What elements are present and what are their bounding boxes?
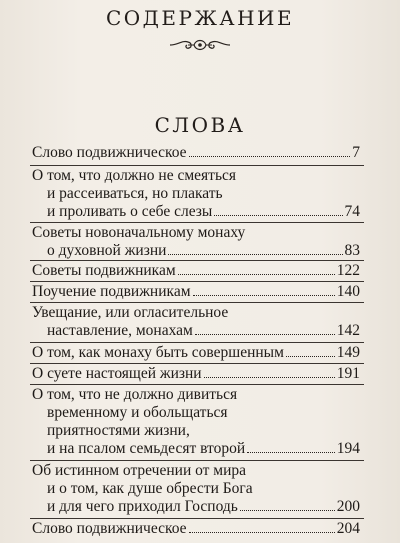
toc-entry[interactable] <box>32 520 360 538</box>
toc-entry-title: о духовной жизни <box>47 242 167 259</box>
toc-entry[interactable] <box>32 386 360 458</box>
separator-line <box>30 342 364 343</box>
toc-entry-title-line <box>32 322 360 340</box>
toc-entry-title-line <box>32 440 360 458</box>
dot-leader <box>193 295 335 296</box>
toc-entry-line: и рассеиваться, но плакать <box>47 185 223 202</box>
toc-entry[interactable] <box>32 167 360 221</box>
dot-leader <box>286 356 335 357</box>
separator-line <box>30 281 364 282</box>
toc-entry[interactable] <box>32 224 360 260</box>
toc-entry-page: 191 <box>336 365 360 382</box>
toc-entry-line: О том, что должно не смеяться <box>32 167 237 184</box>
toc-entry-title: и для чего приходил Господь <box>47 498 238 515</box>
separator-line <box>30 165 364 166</box>
toc-entry[interactable] <box>32 304 360 340</box>
toc-entry-page: 194 <box>336 440 360 457</box>
toc-entry-page: 200 <box>336 498 360 515</box>
toc-entry-title-line <box>32 365 360 383</box>
toc-entry[interactable] <box>32 462 360 516</box>
toc-entry[interactable] <box>32 365 360 383</box>
toc-entry-page: 7 <box>352 144 360 161</box>
toc-entry-page: 122 <box>336 262 360 279</box>
toc-entry-page: 140 <box>336 283 360 300</box>
toc-entry-line: Об истинном отречении от мира <box>32 462 247 479</box>
toc-entry-line: Советы новоначальному монаху <box>32 224 246 241</box>
toc-entry-line: Увещание, или огласительное <box>32 304 229 321</box>
toc-entry-page: 74 <box>344 203 360 220</box>
toc-entry-page: 149 <box>336 344 360 361</box>
toc-entry[interactable] <box>32 344 360 362</box>
toc-entry-title-line <box>32 498 360 516</box>
dot-leader <box>168 254 342 255</box>
toc-entry[interactable] <box>32 262 360 280</box>
toc-entry-page: 142 <box>336 322 360 339</box>
toc-entry-title-line <box>32 262 360 280</box>
toc-entry-title: Слово подвижническое <box>32 144 187 161</box>
toc-entry-title: Слово подвижническое <box>32 520 187 537</box>
toc-entry-title-line <box>32 283 360 301</box>
toc-entry-line: и о том, как душе обрести Бога <box>47 480 253 497</box>
separator-line <box>30 363 364 364</box>
toc-entry-title: и на псалом семьдесят второй <box>47 440 246 457</box>
toc-entry-title: и проливать о себе слезы <box>47 203 213 220</box>
dot-leader <box>195 334 335 335</box>
separator-line <box>30 302 364 303</box>
separator-line <box>30 518 364 519</box>
toc-entry-title-line <box>32 344 360 362</box>
separator-line <box>30 460 364 461</box>
toc-entry-page: 83 <box>344 242 360 259</box>
toc-entry-title-line <box>32 242 360 260</box>
toc-entry-line: временному и обольщаться <box>47 404 228 421</box>
separator-line <box>30 384 364 385</box>
toc-entry-title: наставление, монахам <box>47 322 193 339</box>
dot-leader <box>240 510 335 511</box>
separator-line <box>30 222 364 223</box>
dot-leader <box>178 274 335 275</box>
dot-leader <box>189 532 335 533</box>
toc-entry-line: приятностями жизни, <box>47 422 190 439</box>
dot-leader <box>189 156 351 157</box>
toc-entry-title: Советы подвижникам <box>32 262 176 279</box>
toc-entry-title-line <box>32 144 360 162</box>
toc-entry-title: Поучение подвижникам <box>32 283 191 300</box>
page-title: СОДЕРЖАНИЕ <box>105 6 295 30</box>
toc-entry[interactable] <box>32 283 360 301</box>
toc-entry-title: О том, как монаху быть совершенным <box>32 344 284 361</box>
toc-entry-line: О том, что не должно дивиться <box>32 386 238 403</box>
toc-entry[interactable] <box>32 144 360 162</box>
toc-entry-title: О суете настоящей жизни <box>32 365 202 382</box>
flourish-ornament-icon <box>168 36 232 54</box>
toc-entry-title-line <box>32 203 360 221</box>
separator-line <box>30 260 364 261</box>
dot-leader <box>247 452 335 453</box>
toc-entry-title-line <box>32 520 360 538</box>
dot-leader <box>214 215 342 216</box>
section-title: СЛОВА <box>154 113 246 137</box>
toc-entry-page: 204 <box>336 520 360 537</box>
dot-leader <box>204 377 335 378</box>
